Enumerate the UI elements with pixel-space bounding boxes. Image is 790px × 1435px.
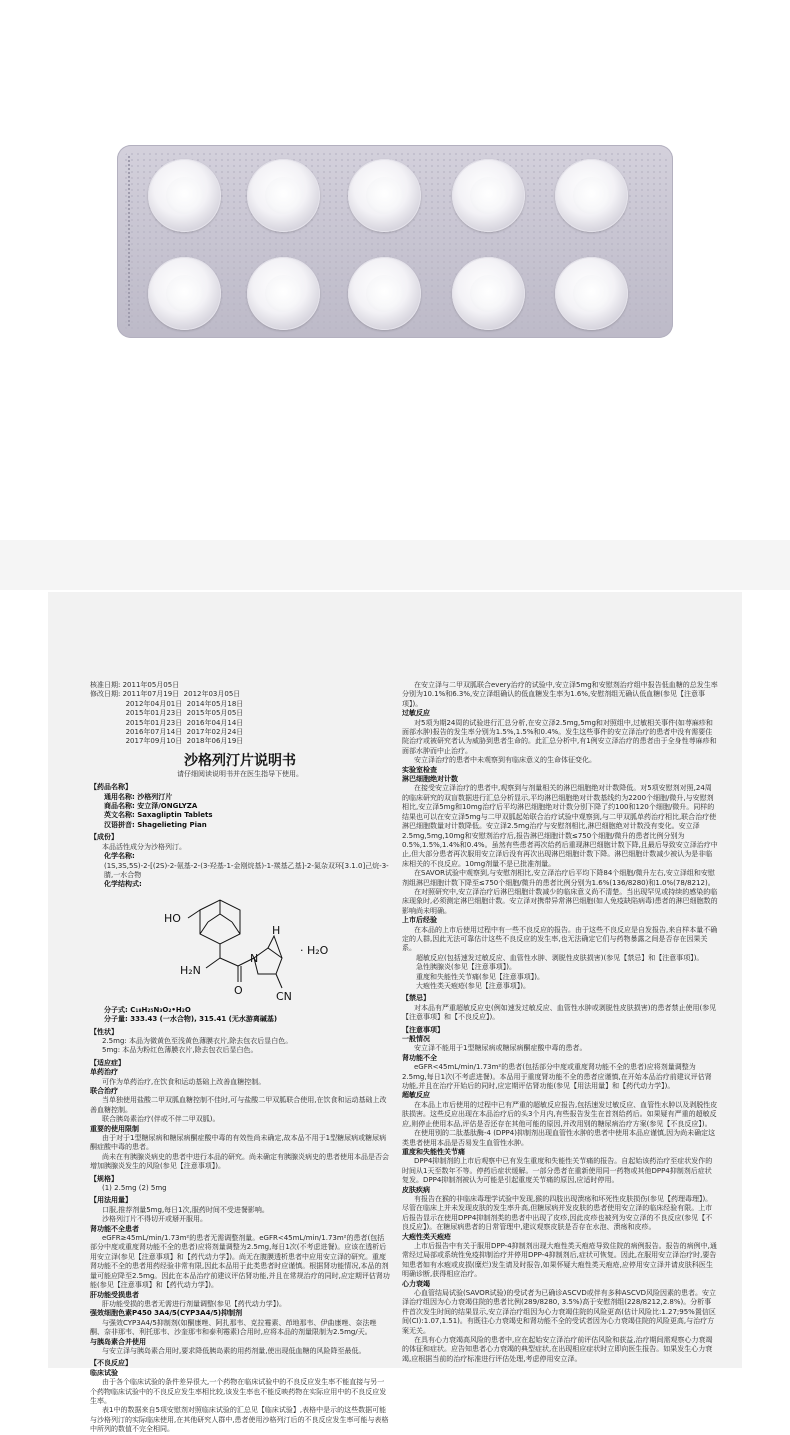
paragraph: 与强效CYP3A4/5抑制剂(如酮康唑、阿扎那韦、克拉霉素、茚地那韦、伊曲康唑、奈法唑酮、奈非那韦、利托那韦、沙奎那韦和泰利霉素)合用时,应将本品的剂量限制为2.5mg/天。 [90, 1318, 377, 1337]
paragraph: 在接受安立泽治疗的患者中,观察到与剂量相关的淋巴细胞绝对计数降低。对5项安慰剂对照,24周的临床研究的双盲数据进行汇总分析显示,平均淋巴细胞绝对计数基线约为2200个细胞/微升,与安慰剂相比,安立泽5mg和10mg治疗后平均淋巴细胞绝对计数分别下降了约100和120个细胞/微升。同样的结果也可以在安立泽5mg与二甲双胍起始联合治疗试验中观察到,与二甲双胍单药治疗相比,联合治疗使淋巴细胞数量对计数降低。安立泽2.5mg治疗与安慰剂相比,淋巴细胞绝对计数没有变化。安立泽2.5mg,5mg,10mg和安慰剂治疗后,报告淋巴细胞计数≤750个细胞/微升的患者比例分别为0.5%,1.5%,1.4%和0.4%。虽然有些患者再次给药后重现淋巴细胞计数下降,且最后导致安立泽治疗中止,但大部分患者再次服用安立泽后没有再次出现淋巴细胞计数下降。淋巴细胞计数减少被认为是非临床相关的不良反应。10mg剂量不是已批准剂量。 [402, 784, 718, 868]
subheading: 皮肤疾病 [402, 1185, 430, 1194]
meta-line: 2015年01月23日 2016年04月14日 [90, 718, 244, 727]
paragraph: 对5项为期24周的试验进行汇总分析,在安立泽2.5mg,5mg和对照组中,过敏相关事件(如荨麻疹和面部水肿)报告的发生率分别为1.5%,1.5%和0.4%。发生这些事件的安立泽治疗的患者中没有需要住院治疗或被研究者认为威胁到患者生命的。此汇总分析中,有1例安立泽治疗的患者由于全身性荨麻疹和面部水肿而中止治疗。 [402, 718, 717, 755]
product-photo-panel [0, 0, 790, 540]
tablet-blister [452, 257, 525, 330]
property-text: 2.5mg: 本品为微黄色至浅黄色薄膜衣片,除去包衣后显白色。 [102, 1036, 293, 1045]
section-divider [0, 540, 790, 590]
subheading: 上市后经验 [402, 916, 437, 925]
paragraph: 心血管结局试验(SAVOR试验)的受试者为已确诊ASCVD或伴有多种ASCVD风险因素的患者。安立泽治疗组因为心力衰竭住院的患者比例(289/8280, 3.5%)高于安慰剂组(228/8212,2.8%)。分析事件首次发生时间的结果显示,安立泽治疗组因为心力衰竭住院的风险更高(估计风险比:1.27;95%置信区间(CI):1.07,1.51)。有既往心力衰竭史和肾功能不全的受试者因为心力衰竭住院的风险更高,与治疗方案无关。 [402, 1289, 717, 1335]
list-item: 重度和失能性关节痛(参见【注意事项】)。 [416, 972, 544, 981]
meta-line: 2015年01月23日 2015年05月05日 [90, 709, 244, 718]
section-ingredients: 【成份】 [90, 833, 118, 842]
subheading: 与胰岛素合并使用 [90, 1337, 146, 1346]
paragraph: 在对照研究中,安立泽治疗后淋巴细胞计数减少的临床意义尚不清楚。当出现罕见或持续的感染的临床现象时,必须测定淋巴细胞计数。安立泽对携带异常淋巴细胞(如人免疫缺陷病毒)患者的淋巴细胞数的影响尚未明确。 [402, 887, 718, 915]
subheading: 过敏反应 [402, 709, 430, 718]
meta-line: 2016年07月14日 2017年02月24日 [90, 728, 244, 737]
tablet-blister [148, 159, 221, 232]
structure-drawing [150, 892, 350, 1002]
leaflet-right-column [402, 681, 718, 1363]
property-text: 5mg: 本品为粉红色薄膜衣片,除去包衣后显白色。 [102, 1046, 258, 1055]
section-drug-name: 【药品名称】 [90, 783, 132, 792]
paragraph: 尚未在有胰腺炎病史的患者中进行本品的研究。尚未确定有胰腺炎病史的患者使用本品是否会增加胰腺炎发生的风险(参见【注意事项】)。 [90, 1152, 389, 1171]
paragraph: eGFR≥45mL/min/1.73m²的患者无需调整剂量。eGFR<45mL/min/1.73m²的患者(包括部分中度或重度肾功能不全的患者)应将剂量调整为2.5mg,每日1次(不考虑进餐)。应该在透析后用安立泽(参见【注意事项】和【药代动力学】)。尚无在腹膜透析患者中应用安立泽的研究。重度肾功能不全的患者用药经验非常有限,因此本品用于此类患者时应谨慎。根据肾功能情况,本品的剂量可能应降至2.5mg。因此在本品治疗前建议评估肾功能,并且在常规治疗的同时,应定期评估肾功能(参见【注意事项】和【药代动力学】)。 [90, 1234, 390, 1290]
subheading: 大疱性类天疱疮 [402, 1232, 451, 1241]
structure-label: 化学结构式: [104, 880, 142, 889]
paragraph: eGFR<45mL/min/1.73m²的患者(包括部分中度或重度肾功能不全的患者)应将剂量调整为2.5mg,每日1次(不考虑进餐)。本品用于重度肾功能不全的患者应谨慎,在开始本品治疗前建议评估肾功能,并且在治疗开始后的同时,应定期评估肾功能(参见【用法用量】和【药代动力学】)。 [402, 1063, 712, 1091]
subheading: 肾功能不全 [402, 1053, 437, 1062]
list-item: 超敏反应(包括速发过敏反应、血管性水肿、剥脱性皮肤损害)(参见【禁忌】和【注意事项】)。 [416, 953, 704, 962]
struct-cn: CN [276, 989, 292, 1003]
subheading: 临床试验 [90, 1368, 118, 1377]
subheading: 肝功能受损患者 [90, 1290, 139, 1299]
molecular-formula: 分子式: C₁₈H₂₅N₃O₂•H₂O [104, 1005, 191, 1014]
subheading: 淋巴细胞绝对计数 [402, 775, 458, 784]
leaflet-left-column [90, 681, 390, 1434]
paragraph: 与安立泽与胰岛素合用时,要求降低胰岛素的用药剂量,使出现低血糖的风险降至最低。 [102, 1346, 366, 1355]
tablet-blister [247, 159, 320, 232]
tablet-blister [247, 257, 320, 330]
section-specs: 【规格】 [90, 1174, 118, 1183]
paragraph: 肝功能受损的患者无需进行剂量调整(参见【药代动力学】)。 [102, 1299, 286, 1308]
subheading: 一般情况 [402, 1035, 430, 1044]
paragraph: 在本品的上市后使用过程中有一些不良反应的报告。由于这些不良反应是自发报告,来自样本量不确定的人群,因此无法可靠估计这些不良反应的发生率,也无法确定它们与药物暴露之间是否存在因果关系。 [402, 925, 718, 953]
subheading: 强效细胞色素P450 3A4/5(CYP3A4/5)抑制剂 [90, 1309, 243, 1318]
molecular-weight: 分子量: 333.43 (一水合物), 315.41 (无水游离碱基) [104, 1015, 278, 1024]
tablet-blister [148, 257, 221, 330]
paragraph: 安立泽不能用于1型糖尿病或糖尿病酮症酸中毒的患者。 [414, 1044, 587, 1053]
list-item: 大疱性类天疱疮(参见【注意事项】)。 [416, 982, 530, 990]
revision-dates [90, 681, 390, 747]
section-adverse: 【不良反应】 [90, 1359, 132, 1368]
subheading: 实验室检查 [402, 765, 437, 774]
paragraph: 由于对于1型糖尿病和糖尿病酮症酸中毒的有效性尚未确定,故本品不用于1型糖尿病或糖尿病酮症酸中毒的患者。 [90, 1134, 387, 1152]
tablet-blister [555, 257, 628, 330]
subheading: 心力衰竭 [402, 1279, 430, 1288]
package-insert [48, 592, 742, 1434]
meta-line: 核准日期: 2011年05月05日 [90, 681, 180, 689]
struct-water: · H₂O [300, 943, 329, 957]
paragraph: 联合胰岛素治疗(伴或不伴二甲双胍)。 [102, 1115, 220, 1124]
struct-h2n: H₂N [180, 963, 201, 977]
paragraph: 上市后报告中有关于服用DPP-4抑制剂出现大疱性类天疱疮导致住院的病例报告。报告的病例中,通常经过局部或系统性免疫抑制治疗并停用DPP-4抑制剂后,症状可恢复。因此,在服用安立泽治疗时,要告知患者如有水疱或皮损(糜烂)发生请及时报告,如果怀疑大疱性类天疱疮,应停用安立泽并请皮肤科医生明确诊断,获得相应治疗。 [402, 1241, 717, 1279]
chem-name: (1S,3S,5S)-2-[(2S)-2-氨基-2-(3-羟基-1-金刚烷基)-1-羰基乙基]-2-氮杂双环[3.1.0]己烷-3-腈,一水合物 [104, 861, 389, 879]
chem-label: 化学名称: [104, 852, 135, 861]
generic-name: 通用名称: 沙格列汀片 [104, 792, 173, 801]
paragraph: 当单独使用盐酸二甲双胍血糖控制不佳时,可与盐酸二甲双胍联合使用,在饮食和运动基础上改善血糖控制。 [90, 1096, 387, 1114]
struct-h: H [272, 923, 281, 937]
paragraph: 表1中的数据来自5项安慰剂对照临床试验的汇总见【临床试验】,表格中是示的这些数据可能与沙格列汀的实际临床使用,在其他研究人群中,患者使用沙格列汀后的不良反应发生率可能与表格中所列的数值不完全相同。 [90, 1406, 389, 1434]
paragraph: 有报告在猴的非临床毒理学试验中发现,猴的四肢出现溃疡和坏死性皮肤损伤(参见【药理毒理】)。尽管在临床上并未发现皮肤的发生率升高,但糖尿病并发皮肤的患者使用安立泽的临床经验有限。上市后报告显示在使用DPP4抑制剂类的患者中出现了皮疹,因此皮疹也被列为安立泽的不良反应(参见【不良反应】)。在糖尿病患者的日常管理中,建议观察皮肤是否存在水泡、溃疡和皮疹。 [402, 1194, 713, 1232]
subheading: 肾功能不全患者 [90, 1224, 139, 1233]
document-title: 沙格列汀片说明书 [184, 752, 296, 769]
subheading: 单药治疗 [90, 1068, 118, 1077]
list-item: 急性胰腺炎(参见【注意事项】)。 [416, 963, 516, 972]
section-contraindications: 【禁忌】 [402, 994, 430, 1003]
paragraph: 在SAVOR试验中观察到,与安慰剂相比,安立泽治疗后平均下降84个细胞/微升左右,安立泽组和安慰剂组淋巴细胞计数下降至≤750个细胞/微升的患者比例分别为1.6%(136/8280)和1.0%(78/8212)。 [402, 869, 715, 887]
paragraph: 在本品上市后使用的过程中已有严重的超敏反应报告,包括速发过敏反应、血管性水肿以及剥脱性皮肤损害。这些反应出现在本品治疗后的头3个月内,有些报告发生在首剂给药后。如果疑有严重的超敏反应,则停止使用本品,评估是否还存在其他可能的原因,并改用别的糖尿病治疗方案(参见【不良反应】)。 [402, 1100, 718, 1128]
paragraph: DPP4抑制剂的上市后观察中已有发生重度和失能性关节痛的报告。自起始该药治疗至症状发作的时间从1天至数年不等。停药后症状缓解。一部分患者在重新使用同一药物或其他DPP4抑制剂后症状复发。DPP4抑制剂被认为可能是引起重度关节痛的原因,应适时停用。 [402, 1157, 713, 1185]
blister-perforation [128, 156, 136, 326]
paragraph: 在安立泽与二甲双胍联合every治疗的试验中,安立泽5mg和安慰剂治疗组中报告低血糖的总发生率分别为10.1%和6.3%,安立泽组确认的低血糖发生率为1.6%,安慰剂组无确认低血糖(参见【注意事项】)。 [402, 681, 718, 708]
meta-line: 2012年04月01日 2014年05月18日 [90, 699, 244, 708]
struct-n: N [250, 951, 259, 965]
section-dosage: 【用法用量】 [90, 1196, 132, 1205]
struct-ho: HO [164, 911, 181, 925]
trade-name: 商品名称: 安立泽/ONGLYZA [104, 802, 198, 811]
paragraph: (1) 2.5mg (2) 5mg [102, 1184, 167, 1193]
chemical-structure [90, 892, 390, 1002]
tablet-blister [555, 159, 628, 232]
section-indications: 【适应症】 [90, 1058, 125, 1067]
subheading: 联合治疗 [90, 1086, 118, 1095]
tablet-blister [452, 159, 525, 232]
paragraph: 对本品有严重超敏反应史(例如速发过敏反应、血管性水肿或剥脱性皮肤损害)的患者禁止使用(参见【注意事项】和【不良反应】)。 [402, 1003, 717, 1022]
tablet-blister [348, 159, 421, 232]
ingredient-main: 本品活性成分为沙格列汀。 [102, 842, 186, 851]
paragraph: 在具有心力衰竭高风险的患者中,应在起始安立泽治疗前评估风险和获益,治疗期间需观察心力衰竭的体征和症状。应告知患者心力衰竭的典型症状,在出现相应症状时立即向医生报告。如果发生心力衰竭,应根据当前的治疗标准进行评估处理,考虑停用安立泽。 [402, 1336, 713, 1363]
paragraph: 可作为单药治疗,在饮食和运动基础上改善血糖控制。 [102, 1077, 266, 1086]
paragraph: 在使用别的二肽基肽酶-4 (DPP4)抑制剂出现血管性水肿的患者中使用本品应谨慎,因为尚未确定这类患者使用本品是否易发生血管性水肿。 [402, 1129, 716, 1147]
subheading: 超敏反应 [402, 1091, 430, 1100]
paragraph: 安立泽治疗的患者中未观察到有临床意义的生命体征变化。 [414, 756, 596, 765]
document-subtitle: 请仔细阅读说明书并在医生指导下使用。 [177, 769, 303, 778]
struct-o: O [234, 983, 243, 997]
english-name: 英文名称: Saxagliptin Tablets [104, 811, 213, 820]
pinyin-name: 汉语拼音: Shagelieting Pian [104, 820, 207, 829]
meta-line: 2017年09月10日 2018年06月19日 [90, 737, 244, 746]
subheading: 重度和失能性关节痛 [402, 1147, 465, 1156]
paragraph: 由于各个临床试验的条件差异很大,一个药物在临床试验中的不良反应发生率不能直接与另一个药物临床试验中的不良反应发生率相比较,该发生率也不能反映药物在实际应用中的不良反应发生率。 [90, 1378, 387, 1405]
paragraph: 沙格列汀片不得切开或掰开服用。 [102, 1215, 207, 1224]
section-precautions: 【注意事项】 [402, 1025, 444, 1034]
tablet-blister [348, 257, 421, 330]
paragraph: 口服,推荐剂量5mg,每日1次,服药时间不受进餐影响。 [102, 1205, 269, 1214]
meta-line: 修改日期: 2011年07月19日 2012年03月05日 [90, 690, 241, 699]
subheading: 重要的使用限制 [90, 1124, 139, 1133]
section-properties: 【性状】 [90, 1027, 118, 1036]
